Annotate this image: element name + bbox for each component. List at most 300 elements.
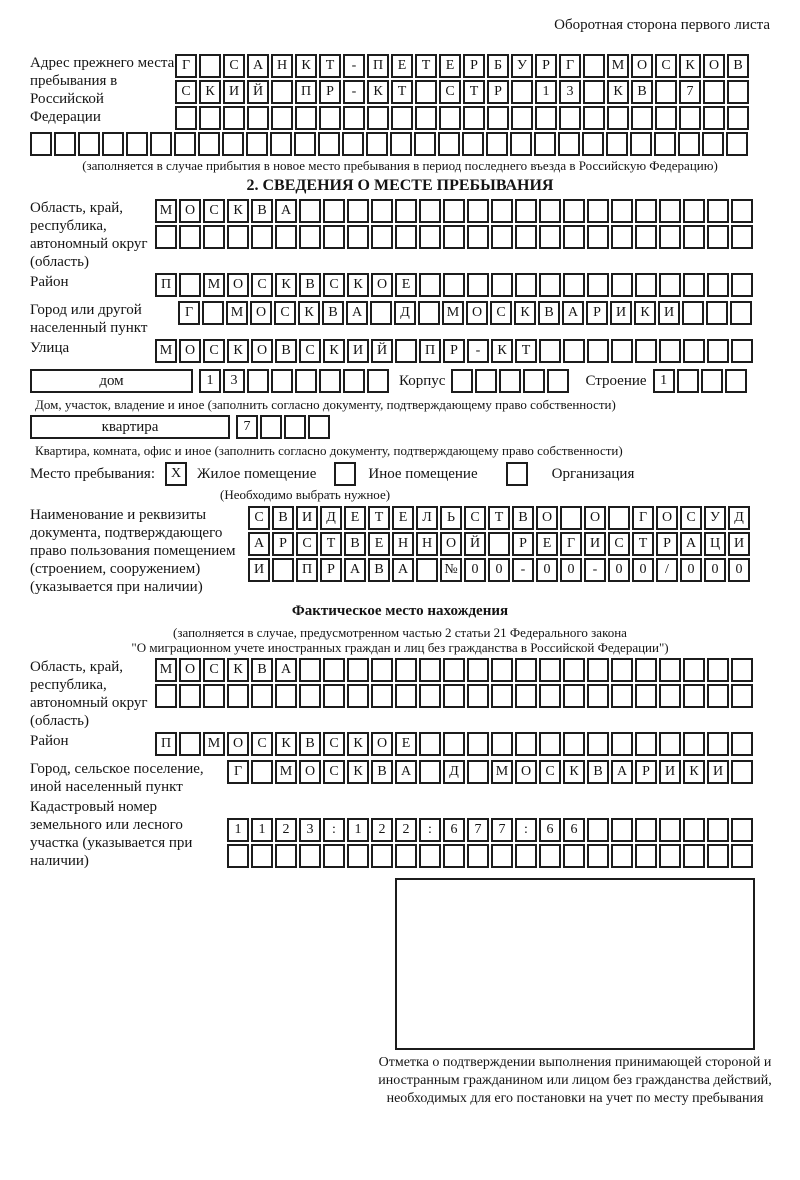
char-box xyxy=(155,225,177,249)
char-box: Г xyxy=(560,532,582,556)
char-box xyxy=(515,658,537,682)
char-box xyxy=(343,369,365,393)
char-box: Т xyxy=(488,506,510,530)
char-box xyxy=(727,106,749,130)
apartment-block xyxy=(30,415,770,441)
char-box: Р xyxy=(463,54,485,78)
char-box xyxy=(395,844,417,868)
char-box: В xyxy=(344,532,366,556)
char-box xyxy=(30,132,52,156)
char-box xyxy=(419,658,441,682)
char-box xyxy=(611,199,633,223)
char-box: К xyxy=(347,273,369,297)
char-box xyxy=(583,106,605,130)
char-box xyxy=(371,225,393,249)
char-box xyxy=(611,339,633,363)
char-box: 1 xyxy=(535,80,557,104)
char-box: С xyxy=(608,532,630,556)
char-box xyxy=(251,844,273,868)
char-box: С xyxy=(439,80,461,104)
char-box: Г xyxy=(178,301,200,325)
previous-address-row-2 xyxy=(175,80,751,104)
char-box: С xyxy=(296,532,318,556)
char-box: С xyxy=(323,273,345,297)
char-box xyxy=(635,684,657,708)
char-box xyxy=(707,225,729,249)
char-box xyxy=(563,684,585,708)
char-box xyxy=(582,132,604,156)
char-box xyxy=(419,273,441,297)
char-box xyxy=(707,339,729,363)
char-box xyxy=(260,415,282,439)
char-box: 1 xyxy=(347,818,369,842)
char-box xyxy=(491,684,513,708)
char-box xyxy=(659,658,681,682)
char-box xyxy=(323,844,345,868)
region-row-1 xyxy=(155,199,755,223)
char-box: К xyxy=(679,54,701,78)
char-box xyxy=(539,684,561,708)
char-box xyxy=(323,684,345,708)
char-box: Д xyxy=(443,760,465,784)
char-box xyxy=(702,132,724,156)
char-box: М xyxy=(607,54,629,78)
char-box xyxy=(515,844,537,868)
char-box: О xyxy=(179,199,201,223)
char-box xyxy=(299,844,321,868)
char-box: К xyxy=(563,760,585,784)
char-box xyxy=(371,844,393,868)
char-box xyxy=(419,844,441,868)
char-box: И xyxy=(728,532,750,556)
char-box xyxy=(515,273,537,297)
char-box xyxy=(659,732,681,756)
char-box xyxy=(467,760,489,784)
char-box xyxy=(515,684,537,708)
char-box: И xyxy=(296,506,318,530)
char-box: Р xyxy=(319,80,341,104)
char-box: И xyxy=(610,301,632,325)
char-box xyxy=(222,132,244,156)
char-box: Н xyxy=(416,532,438,556)
char-box: О xyxy=(536,506,558,530)
char-box xyxy=(443,658,465,682)
document-row-2 xyxy=(248,532,752,556)
char-box: С xyxy=(490,301,512,325)
char-box xyxy=(462,132,484,156)
char-box xyxy=(731,684,753,708)
char-box: С xyxy=(203,339,225,363)
char-box xyxy=(707,844,729,868)
char-box: 0 xyxy=(728,558,750,582)
char-box: П xyxy=(155,732,177,756)
char-box xyxy=(683,844,705,868)
document-rows xyxy=(248,506,752,584)
char-box xyxy=(731,225,753,249)
char-box xyxy=(491,273,513,297)
char-box xyxy=(319,369,341,393)
char-box: - xyxy=(343,80,365,104)
city-row xyxy=(178,301,754,325)
char-box xyxy=(199,106,221,130)
char-box: 2 xyxy=(371,818,393,842)
char-box xyxy=(199,54,221,78)
char-box xyxy=(202,301,224,325)
char-box: А xyxy=(275,199,297,223)
char-box: Й xyxy=(464,532,486,556)
char-box xyxy=(395,225,417,249)
char-box xyxy=(534,132,556,156)
char-box xyxy=(179,732,201,756)
char-box: 0 xyxy=(488,558,510,582)
cadastral-block xyxy=(30,798,770,870)
char-box xyxy=(414,132,436,156)
char-box: К xyxy=(298,301,320,325)
char-box: 1 xyxy=(251,818,273,842)
char-box xyxy=(659,818,681,842)
char-box: О xyxy=(515,760,537,784)
char-box: К xyxy=(347,732,369,756)
actual-city-row xyxy=(227,760,755,784)
korpus-label: Корпус xyxy=(399,373,446,389)
char-box xyxy=(343,106,365,130)
char-box xyxy=(227,844,249,868)
char-box: Т xyxy=(515,339,537,363)
char-box xyxy=(367,369,389,393)
previous-address-label: Адрес прежнего места пребывания в Российской Федерации xyxy=(30,55,175,125)
char-box: К xyxy=(634,301,656,325)
char-box: 7 xyxy=(236,415,258,439)
char-box: А xyxy=(562,301,584,325)
char-box xyxy=(491,199,513,223)
char-box xyxy=(467,658,489,682)
korpus-cells xyxy=(451,369,571,393)
actual-district-label: Район xyxy=(30,733,69,749)
char-box: К xyxy=(275,273,297,297)
char-box xyxy=(659,684,681,708)
actual-city-block xyxy=(30,760,770,796)
actual-location-note-1: (заполняется в случае, предусмотренном частью 2 статьи 21 Федерального закона xyxy=(173,625,627,640)
char-box: Т xyxy=(320,532,342,556)
char-box: 3 xyxy=(299,818,321,842)
char-box xyxy=(272,558,294,582)
char-box xyxy=(467,684,489,708)
char-box: Е xyxy=(395,273,417,297)
char-box xyxy=(635,732,657,756)
char-box xyxy=(174,132,196,156)
char-box xyxy=(179,273,201,297)
char-box: С xyxy=(274,301,296,325)
char-box: В xyxy=(587,760,609,784)
char-box: : xyxy=(515,818,537,842)
char-box xyxy=(294,132,316,156)
char-box xyxy=(371,658,393,682)
stamp-box xyxy=(395,878,755,1050)
char-box: - xyxy=(467,339,489,363)
char-box xyxy=(730,301,752,325)
char-box: К xyxy=(607,80,629,104)
char-box: А xyxy=(248,532,270,556)
char-box xyxy=(539,339,561,363)
char-box xyxy=(491,225,513,249)
char-box xyxy=(175,106,197,130)
district-block xyxy=(30,273,770,299)
char-box xyxy=(443,732,465,756)
char-box: Е xyxy=(392,506,414,530)
char-box xyxy=(395,684,417,708)
char-box: С xyxy=(539,760,561,784)
char-box: В xyxy=(272,506,294,530)
char-box: 7 xyxy=(679,80,701,104)
char-box: О xyxy=(656,506,678,530)
char-box: К xyxy=(514,301,536,325)
char-box xyxy=(323,658,345,682)
char-box: Е xyxy=(344,506,366,530)
char-box xyxy=(467,225,489,249)
char-box: Е xyxy=(536,532,558,556)
char-box: 0 xyxy=(560,558,582,582)
char-box xyxy=(395,339,417,363)
option-zhiloe-label: Жилое помещение xyxy=(197,466,317,482)
char-box: - xyxy=(343,54,365,78)
region-block xyxy=(30,199,770,271)
char-box: А xyxy=(395,760,417,784)
char-box: Е xyxy=(391,54,413,78)
char-box xyxy=(418,301,440,325)
district-row xyxy=(155,273,755,297)
char-box xyxy=(707,658,729,682)
char-box xyxy=(655,106,677,130)
page-title: Оборотная сторона первого листа xyxy=(554,17,770,33)
char-box: 0 xyxy=(704,558,726,582)
char-box: Й xyxy=(371,339,393,363)
char-box xyxy=(227,684,249,708)
street-block xyxy=(30,339,770,365)
char-box: С xyxy=(323,760,345,784)
char-box xyxy=(635,844,657,868)
char-box xyxy=(299,658,321,682)
char-box xyxy=(635,273,657,297)
char-box: О xyxy=(371,732,393,756)
char-box xyxy=(587,225,609,249)
char-box xyxy=(563,273,585,297)
char-box xyxy=(390,132,412,156)
char-box xyxy=(563,339,585,363)
char-box: А xyxy=(680,532,702,556)
char-box xyxy=(679,106,701,130)
char-box xyxy=(367,106,389,130)
char-box: Е xyxy=(395,732,417,756)
previous-address-rows xyxy=(175,54,751,132)
char-box: Ь xyxy=(440,506,462,530)
char-box: Е xyxy=(368,532,390,556)
char-box: И xyxy=(707,760,729,784)
char-box: Р xyxy=(487,80,509,104)
char-box xyxy=(203,684,225,708)
char-box xyxy=(486,132,508,156)
char-box: П xyxy=(367,54,389,78)
char-box xyxy=(415,106,437,130)
document-block xyxy=(30,506,770,596)
char-box: - xyxy=(584,558,606,582)
stroenie-label: Строение xyxy=(585,373,647,389)
char-box xyxy=(247,369,269,393)
char-box: В xyxy=(275,339,297,363)
char-box: Г xyxy=(175,54,197,78)
char-box xyxy=(563,225,585,249)
char-box xyxy=(523,369,545,393)
char-box xyxy=(443,684,465,708)
char-box xyxy=(583,80,605,104)
char-box xyxy=(246,132,268,156)
char-box xyxy=(102,132,124,156)
char-box xyxy=(608,506,630,530)
char-box xyxy=(443,199,465,223)
district-label: Район xyxy=(30,274,69,290)
char-box xyxy=(347,844,369,868)
char-box: К xyxy=(683,760,705,784)
char-box: Р xyxy=(635,760,657,784)
char-box: - xyxy=(512,558,534,582)
char-box xyxy=(515,225,537,249)
char-box: У xyxy=(511,54,533,78)
char-box: К xyxy=(227,339,249,363)
char-box: Т xyxy=(391,80,413,104)
char-box: М xyxy=(442,301,464,325)
char-box: К xyxy=(347,760,369,784)
actual-city-label: Город, сельское поселение, иной населенный пункт xyxy=(30,761,204,795)
char-box xyxy=(707,273,729,297)
document-row-1 xyxy=(248,506,752,530)
char-box xyxy=(271,369,293,393)
char-box xyxy=(54,132,76,156)
char-box: Р xyxy=(656,532,678,556)
char-box xyxy=(731,199,753,223)
char-box: М xyxy=(155,339,177,363)
char-box: К xyxy=(227,658,249,682)
char-box: 7 xyxy=(467,818,489,842)
char-box xyxy=(416,558,438,582)
char-box: 0 xyxy=(608,558,630,582)
char-box xyxy=(559,106,581,130)
actual-district-block xyxy=(30,732,770,758)
char-box xyxy=(683,732,705,756)
char-box: О xyxy=(299,760,321,784)
char-box xyxy=(606,132,628,156)
char-box: М xyxy=(226,301,248,325)
char-box xyxy=(371,684,393,708)
char-box: Т xyxy=(632,532,654,556)
char-box: Г xyxy=(559,54,581,78)
char-box: 1 xyxy=(653,369,675,393)
char-box xyxy=(299,199,321,223)
cadastral-row-1 xyxy=(227,818,755,842)
char-box xyxy=(635,199,657,223)
stamp-caption: Отметка о подтверждении выполнения принимающей стороной и иностранным гражданином или лицом без гражданства действий, необходимых для его постановки на учет по месту пребывания xyxy=(378,1055,772,1106)
char-box xyxy=(511,80,533,104)
char-box xyxy=(731,760,753,784)
char-box xyxy=(563,844,585,868)
char-box xyxy=(587,339,609,363)
char-box: : xyxy=(323,818,345,842)
char-box xyxy=(587,658,609,682)
char-box xyxy=(366,132,388,156)
char-box: : xyxy=(419,818,441,842)
char-box: Н xyxy=(271,54,293,78)
char-box: О xyxy=(584,506,606,530)
char-box: А xyxy=(247,54,269,78)
char-box xyxy=(270,132,292,156)
char-box: У xyxy=(704,506,726,530)
char-box xyxy=(395,199,417,223)
stroenie-cells xyxy=(653,369,749,393)
char-box xyxy=(275,225,297,249)
char-box: Д xyxy=(320,506,342,530)
char-box xyxy=(284,415,306,439)
char-box xyxy=(443,225,465,249)
char-box xyxy=(319,106,341,130)
char-box: Р xyxy=(586,301,608,325)
cadastral-rows xyxy=(227,818,755,870)
char-box: С xyxy=(223,54,245,78)
char-box: Р xyxy=(272,532,294,556)
city-block xyxy=(30,301,770,337)
char-box xyxy=(683,339,705,363)
char-box: М xyxy=(203,273,225,297)
house-note: Дом, участок, владение и иное (заполнить согласно документу, подтверждающему право собственности) xyxy=(35,397,616,412)
checkbox-zhiloe: X xyxy=(165,462,187,486)
char-box xyxy=(703,80,725,104)
house-box-label: дом xyxy=(30,369,193,393)
actual-location-title: Фактическое место нахождения xyxy=(291,603,509,619)
char-box xyxy=(635,818,657,842)
house-block xyxy=(30,369,770,395)
char-box xyxy=(419,225,441,249)
stay-place-note: (Необходимо выбрать нужное) xyxy=(220,487,391,502)
char-box: Д xyxy=(394,301,416,325)
document-label: Наименование и реквизиты документа, подтверждающего право пользования помещением (строением, сооружением) (указывается при наличии) xyxy=(30,507,236,595)
char-box xyxy=(491,658,513,682)
char-box: И xyxy=(659,760,681,784)
region-row-2 xyxy=(155,225,755,249)
char-box: 3 xyxy=(223,369,245,393)
char-box: О xyxy=(631,54,653,78)
char-box xyxy=(731,732,753,756)
char-box xyxy=(631,106,653,130)
char-box: М xyxy=(203,732,225,756)
char-box xyxy=(654,132,676,156)
char-box xyxy=(539,273,561,297)
char-box xyxy=(419,760,441,784)
house-cells xyxy=(199,369,391,393)
char-box: О xyxy=(251,339,273,363)
char-box: О xyxy=(371,273,393,297)
char-box xyxy=(439,106,461,130)
char-box xyxy=(607,106,629,130)
char-box xyxy=(347,199,369,223)
region-label: Область, край, республика, автономный округ (область) xyxy=(30,200,148,270)
char-box xyxy=(451,369,473,393)
char-box xyxy=(251,760,273,784)
char-box xyxy=(515,732,537,756)
char-box: Ц xyxy=(704,532,726,556)
char-box xyxy=(308,415,330,439)
char-box xyxy=(731,818,753,842)
option-inoe-label: Иное помещение xyxy=(368,466,478,482)
char-box xyxy=(419,732,441,756)
char-box xyxy=(539,225,561,249)
previous-address-row-4 xyxy=(30,132,770,156)
